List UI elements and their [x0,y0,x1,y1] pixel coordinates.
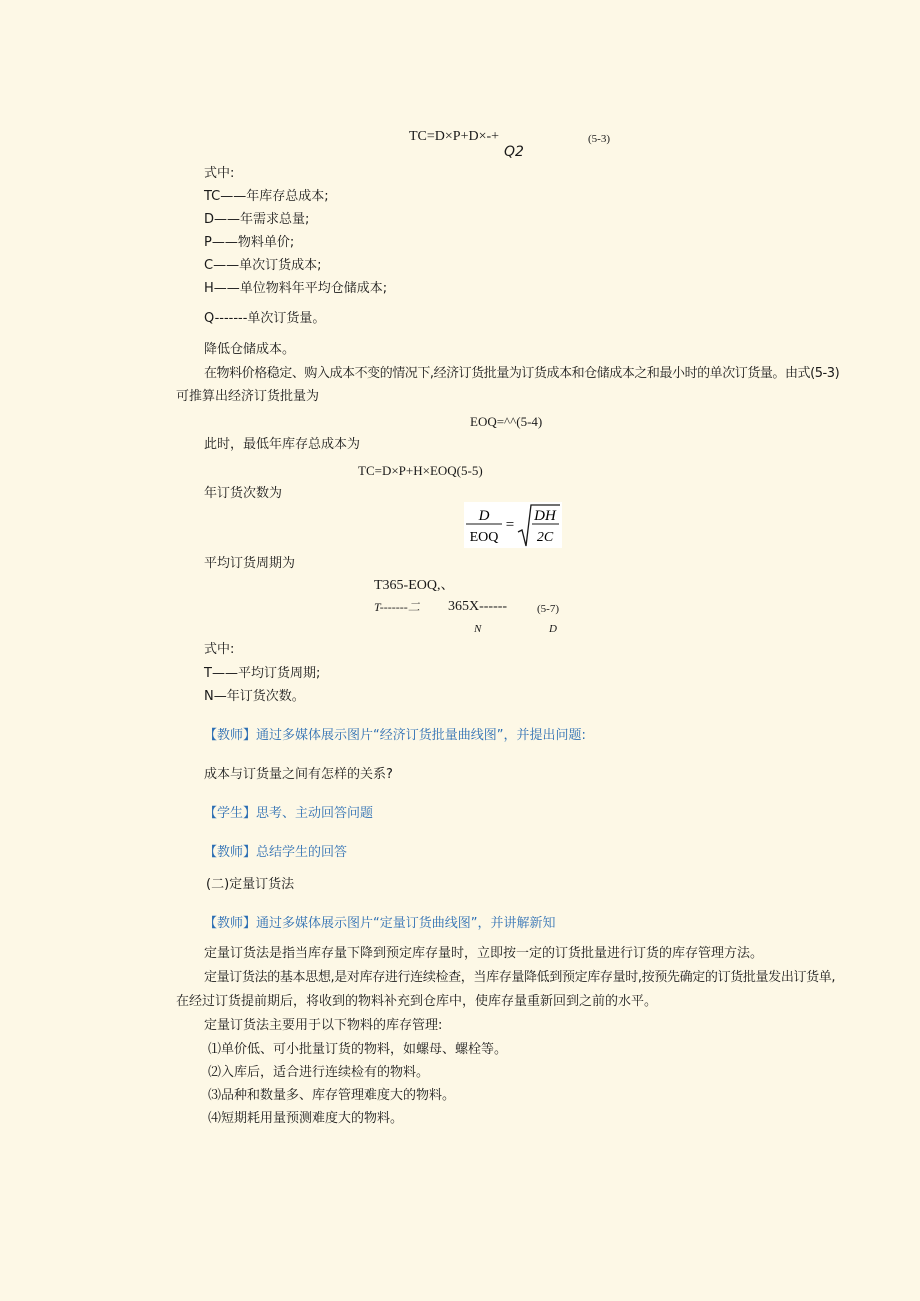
formula-tc: TC=D×P+D×-+ [409,129,500,144]
sqrt-denominator: 2C [536,530,554,545]
formula-tc-q2: Q2 [504,144,524,160]
where-label-2: 式中: [204,642,235,657]
usage-intro: 定量订货法主要用于以下物料的库存管理: [204,1018,443,1033]
definition-h: H——单位物料年平均仓储成本; [204,281,388,296]
section-heading-fixed-quantity: (二)定量订货法 [206,877,295,892]
min-cost-text: 此时，最低年库存总成本为 [204,437,361,452]
teacher-note-2: 【教师】总结学生的回答 [204,845,348,860]
equation-number-5-3: (5-3) [588,133,610,145]
basic-idea-line1: 定量订货法的基本思想,是对库存进行连续检查，当库存量降低到预定库存量时,按预先确定的订货批量发出订货单, [204,970,836,985]
formula-order-times-image [464,502,562,548]
list-item-2: ⑵入库后，适合进行连续检有的物料。 [208,1065,430,1080]
order-times-text: 年订货次数为 [204,486,283,501]
definition-n: N—年订货次数。 [204,689,305,704]
formula-t-line2a [374,599,420,616]
question-text: 成本与订货量之间有怎样的关系? [204,767,393,782]
definition-p: P——物料单价; [204,235,295,250]
list-item-4: ⑷短期耗用量预测难度大的物料。 [208,1111,404,1126]
teacher-note-1: 【教师】通过多媒体展示图片“经济订货批量曲线图”，并提出问题: [204,728,586,743]
formula-t-line2b: 365X------ [448,599,508,614]
formula-eoq: EOQ=^^(5-4) [470,414,543,429]
teacher-note-3: 【教师】通过多媒体展示图片“定量订货曲线图”，并讲解新知 [204,916,556,931]
definition-q: Q-------单次订货量。 [204,311,326,326]
formula-t-symbol: T-------二 [374,600,420,614]
fraction-numerator: D [478,508,490,524]
where-label: 式中: [204,166,235,181]
definition-tc: TC——年库存总成本; [204,189,329,204]
list-item-1: ⑴单价低、可小批量订货的物料，如螺母、螺栓等。 [208,1042,508,1057]
sqrt-numerator: DH [534,508,556,524]
basic-idea-line2: 在经过订货提前期后，将收到的物料补充到仓库中，使库存量重新回到之前的水平。 [176,994,658,1009]
definition-c: C——单次订货成本; [204,258,322,273]
fraction-denominator: EOQ [469,530,499,545]
definition-t: T——平均订货周期; [204,666,321,681]
definition-d: D——年需求总量; [204,212,310,227]
list-item-3: ⑶品种和数量多、库存管理难度大的物料。 [208,1088,456,1103]
avg-period-text: 平均订货周期为 [204,556,296,571]
formula-t-n: N [474,623,482,635]
formula-t-line1: T365-EOQ,、 [374,578,455,593]
formula-tc-min: TC=D×P+H×EOQ(5-5) [358,463,483,478]
formula-t-d: D [549,623,557,635]
student-note: 【学生】思考、主动回答问题 [204,806,374,821]
fixed-quantity-definition: 定量订货法是指当库存量下降到预定库存量时，立即按一定的订货批量进行订货的库存管理方法。 [204,946,764,961]
reduce-storage-text: 降低仓储成本。 [204,342,296,357]
equation-number-5-7: (5-7) [537,603,559,615]
equals-sign: = [505,517,515,533]
paragraph-eoq-line1: 在物料价格稳定、购入成本不变的情况下,经济订货批量为订货成本和仓储成本之和最小时的单次订货量。由式(5-3) [204,366,840,381]
paragraph-eoq-line2: 可推算出经济订货批量为 [176,389,320,404]
